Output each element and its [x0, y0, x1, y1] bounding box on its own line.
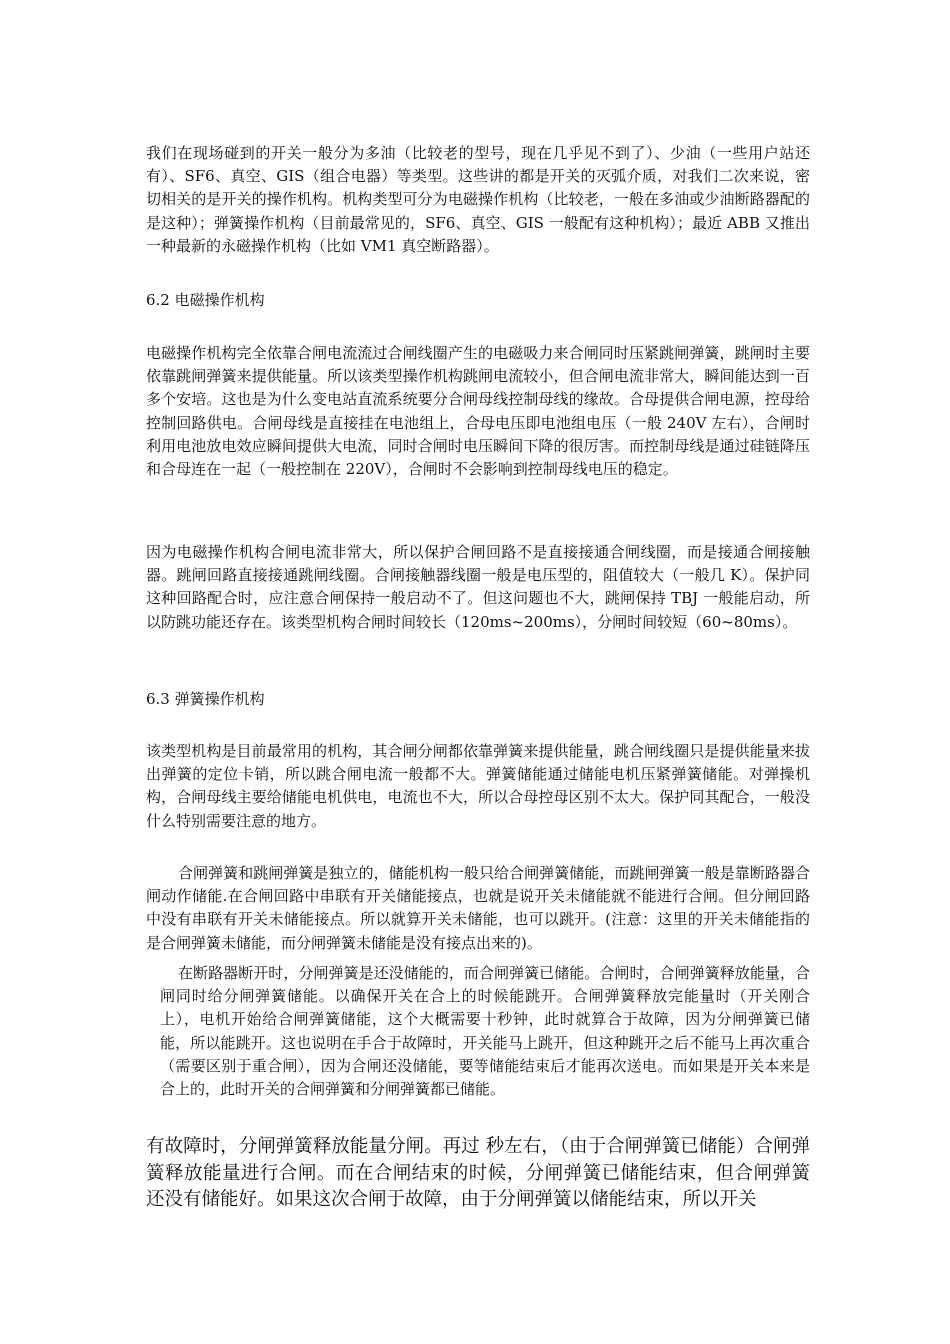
paragraph-closing-contactor: 因为电磁操作机构合闸电流非常大，所以保护合闸回路不是直接接通合闸线圈，而是接通合闸接触器。跳闸回路直接接通跳闸线圈。合闸接触器线圈一般是电压型的，阻值较大（一般几 K）。保护同这种回路配合时，应注意合闸保持一般启动不了。但这问题也不大，跳闸保持 TBJ 一般能启动，所以防跳功能还存在。该类型机构合闸时间较长（120ms~200ms），分闸时间较短（60~80ms）。: [146, 543, 810, 631]
paragraph-breaker-open-state: 在断路器断开时，分闸弹簧是还没储能的，而合闸弹簧已储能。合闸时，合闸弹簧释放能量，合闸同时给分闸弹簧储能。以确保开关在合上的时候能跳开。合闸弹簧释放完能量时（开关刚合上），电机开始给合闸弹簧储能，这个大概需要十秒钟，此时就算合于故障，因为分闸弹簧已储能，所以能跳开。这也说明在手合于故障时，开关能马上跳开，但这种跳开之后不能马上再次重合（需要区别于重合闸），因为合闸还没储能，要等储能结束后才能再次送电。而如果是开关本来是合上的，此时开关的合闸弹簧和分闸弹簧都已储能。: [160, 964, 810, 1099]
paragraph-fault-reclose: 有故障时，分闸弹簧释放能量分闸。再过 秒左右，（由于合闸弹簧已储能）合闸弹簧释放能量进行合闸。而在合闸结束的时候，分闸弹簧已储能结束，但合闸弹簧还没有储能好。如果这次合闸于故障，由于分闸弹簧以储能结束，所以开关: [146, 1136, 810, 1210]
paragraph-spring-storage: 合闸弹簧和跳闸弹簧是独立的，储能机构一般只给合闸弹簧储能，而跳闸弹簧一般是靠断路器合闸动作储能.在合闸回路中串联有开关储能接点，也就是说开关未储能就不能进行合闸。但分闸回路中没有串联有开关未储能接点。所以就算开关未储能，也可以跳开。(注意：这里的开关未储能指的是合闸弹簧未储能，而分闸弹簧未储能是没有接点出来的)。: [146, 864, 810, 952]
paragraph-intro: 我们在现场碰到的开关一般分为多油（比较老的型号，现在几乎见不到了）、少油（一些用户站还有）、SF6、真空、GIS（组合电器）等类型。这些讲的都是开关的灭弧介质，对我们二次来说，密切相关的是开关的操作机构。机构类型可分为电磁操作机构（比较老，一般在多油或少油断路器配的是这种）；弹簧操作机构（目前最常见的，SF6、真空、GIS 一般配有这种机构）；最近 ABB 又推出一种最新的永磁操作机构（比如 VM1 真空断路器）。: [146, 144, 810, 255]
section-heading-6-2: 6.2 电磁操作机构: [146, 291, 265, 309]
section-heading-6-3: 6.3 弹簧操作机构: [146, 690, 265, 708]
paragraph-electromagnetic-mechanism: 电磁操作机构完全依靠合闸电流流过合闸线圈产生的电磁吸力来合闸同时压紧跳闸弹簧，跳闸时主要依靠跳闸弹簧来提供能量。所以该类型操作机构跳闸电流较小，但合闸电流非常大，瞬间能达到一百多个安培。这也是为什么变电站直流系统要分合闸母线控制母线的缘故。合母提供合闸电源，控母给控制回路供电。合闸母线是直接挂在电池组上，合母电压即电池组电压（一般 240V 左右），合闸时利用电池放电效应瞬间提供大电流，同时合闸时电压瞬间下降的很厉害。而控制母线是通过硅链降压和合母连在一起（一般控制在 220V），合闸时不会影响到控制母线电压的稳定。: [146, 344, 810, 479]
paragraph-spring-mechanism: 该类型机构是目前最常用的机构，其合闸分闸都依靠弹簧来提供能量，跳合闸线圈只是提供能量来拔出弹簧的定位卡销，所以跳合闸电流一般都不大。弹簧储能通过储能电机压紧弹簧储能。对弹操机构，合闸母线主要给储能电机供电，电流也不大，所以合母控母区别不太大。保护同其配合，一般没什么特别需要注意的地方。: [146, 742, 810, 830]
